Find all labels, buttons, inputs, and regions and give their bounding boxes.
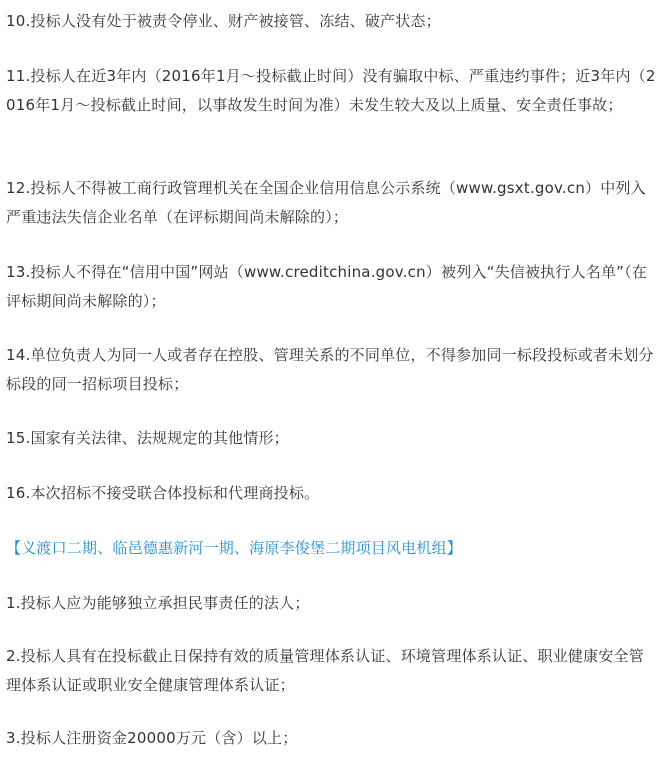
requirement-14: 14.单位负责人为同一人或者存在控股、管理关系的不同单位，不得参加同一标段投标或者未划分标段的同一招标项目投标； (6, 346, 654, 393)
requirement-12: 12.投标人不得被工商行政管理机关在全国企业信用信息公示系统（www.gsxt.gov.cn）中列入严重违法失信企业名单（在评标期间尚未解除的）； (6, 179, 646, 226)
section-heading: 【义渡口二期、临邑德惠新河一期、海原李俊堡二期项目风电机组】 (6, 539, 463, 557)
section-item-1: 1.投标人应为能够独立承担民事责任的法人； (6, 594, 310, 612)
section-item-2: 2.投标人具有在投标截止日保持有效的质量管理体系认证、环境管理体系认证、职业健康安全管理体系认证或职业安全健康管理体系认证； (6, 647, 644, 694)
requirement-16: 16.本次招标不接受联合体投标和代理商投标。 (6, 484, 320, 502)
requirement-10: 10.投标人没有处于被责令停业、财产被接管、冻结、破产状态； (6, 12, 441, 30)
requirement-11: 11.投标人在近3年内（2016年1月～投标截止时间）没有骗取中标、严重违约事件；近3年内（2016年1月～投标截止时间，以事故发生时间为准）未发生较大及以上质量、安全责任事故； (6, 67, 656, 114)
section-item-3: 3.投标人注册资金20000万元（含）以上； (6, 729, 298, 747)
requirement-13: 13.投标人不得在“信用中国”网站（www.creditchina.gov.cn）被列入“失信被执行人名单”（在评标期间尚未解除的）； (6, 263, 648, 310)
requirement-15: 15.国家有关法律、法规规定的其他情形； (6, 429, 289, 447)
